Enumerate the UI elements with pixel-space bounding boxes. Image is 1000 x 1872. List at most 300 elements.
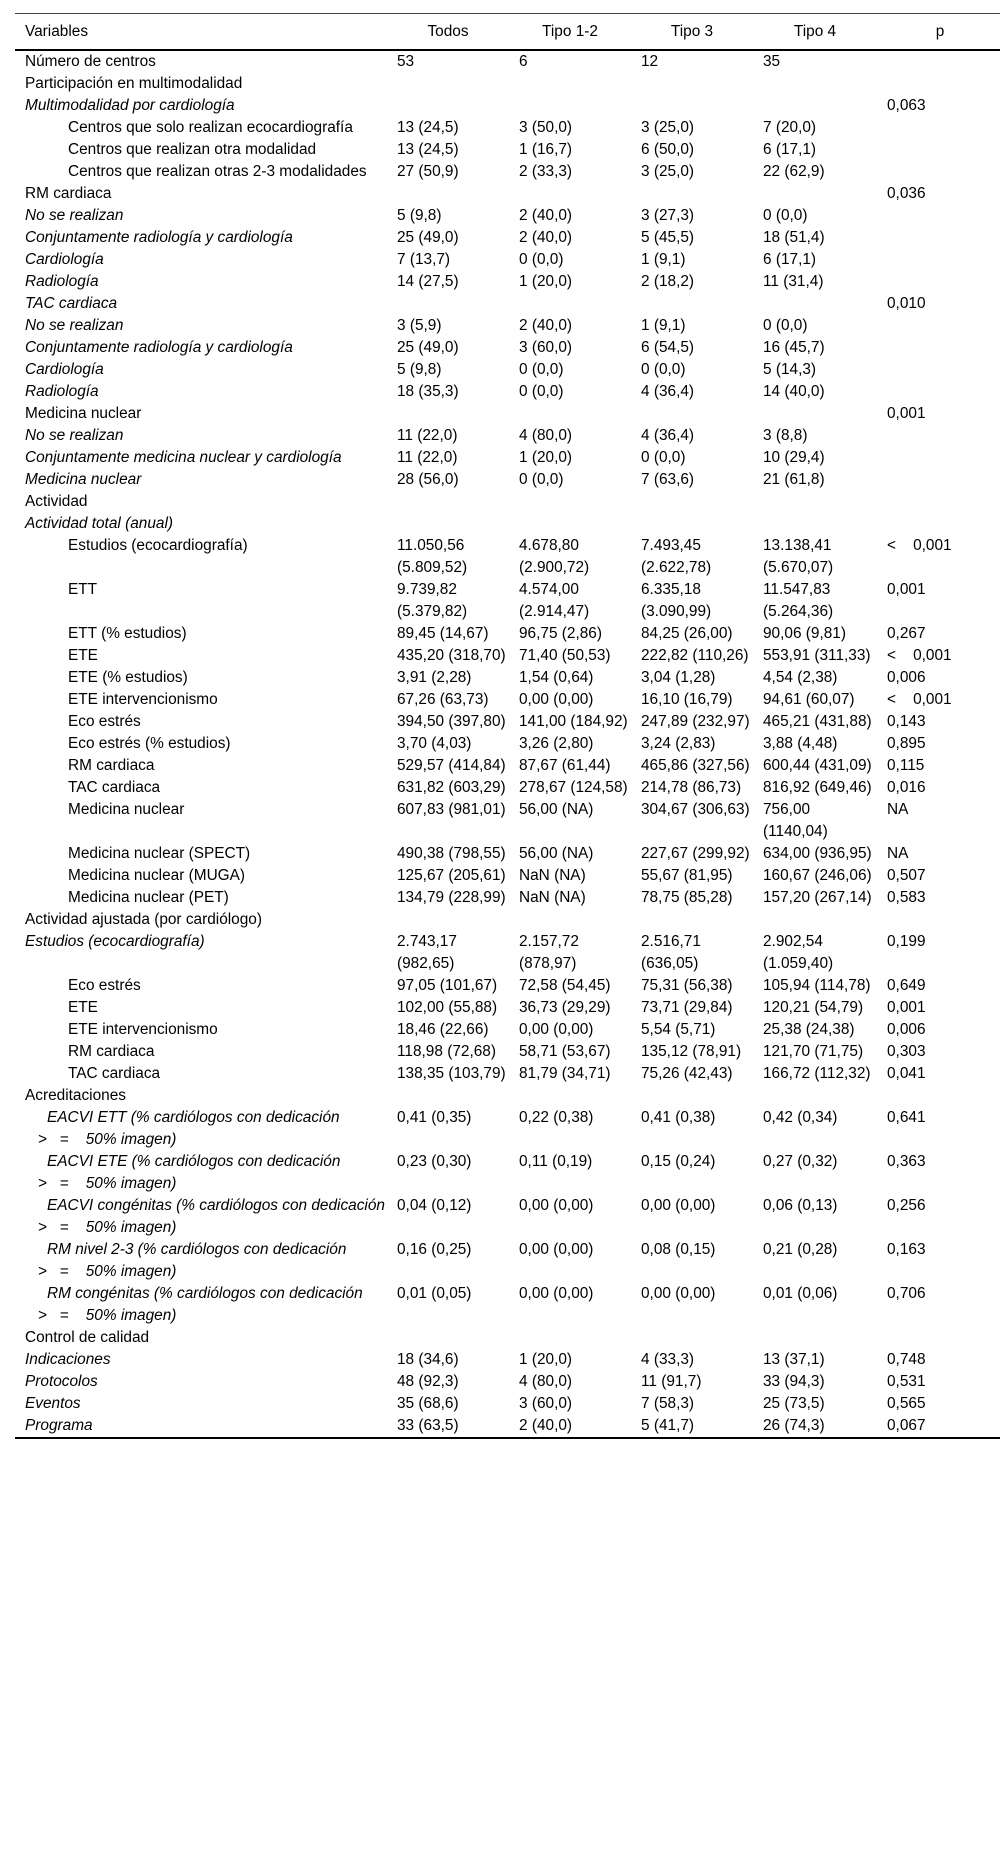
cell-tipo-1-2: 36,73 (29,29)	[519, 999, 611, 1016]
cell-tipo-3: 3 (25,0)	[641, 163, 695, 180]
row-label: TAC cardiaca	[68, 779, 161, 796]
cell-tipo-4: 0,06 (0,13)	[763, 1197, 838, 1214]
cell-tipo-1-2: 3 (60,0)	[519, 339, 573, 356]
row-label: No se realizan	[25, 427, 124, 444]
cell-p	[877, 50, 1000, 73]
cell-tipo-4: 21 (61,8)	[763, 471, 825, 488]
row-label: TAC cardiaca	[68, 1065, 161, 1082]
cell-tipo-4: 22 (62,9)	[763, 163, 825, 180]
cell-tipo-4: 166,72 (112,32)	[763, 1065, 871, 1082]
table-row	[15, 535, 1000, 579]
row-label: ETT (% estudios)	[68, 625, 187, 642]
table-row	[15, 447, 1000, 469]
cell-todos: 5 (9,8)	[397, 207, 442, 224]
table-row	[15, 1327, 1000, 1349]
cell-todos: 14 (27,5)	[397, 273, 459, 290]
cell-p: 0,565	[887, 1395, 926, 1412]
cell-p	[877, 359, 1000, 381]
row-label: Conjuntamente radiología y cardiología	[25, 339, 293, 356]
cell-p: 0,748	[887, 1351, 926, 1368]
cell-tipo-3	[631, 73, 753, 95]
table-row	[15, 50, 1000, 73]
cell-tipo-1-2: 6	[519, 53, 528, 70]
table-row	[15, 887, 1000, 909]
cell-tipo-3: 227,67 (299,92)	[641, 845, 750, 862]
cell-todos: 3,91 (2,28)	[397, 669, 472, 686]
cell-tipo-3: 0,00 (0,00)	[641, 1197, 716, 1214]
cell-tipo-1-2: 0 (0,0)	[519, 383, 564, 400]
cell-tipo-1-2	[509, 95, 631, 117]
cell-tipo-3: 2 (18,2)	[641, 273, 695, 290]
cell-tipo-3	[631, 95, 753, 117]
cell-tipo-1-2: 0,22 (0,38)	[519, 1109, 594, 1126]
cell-tipo-1-2: 1 (20,0)	[519, 1351, 573, 1368]
cell-todos: 0,23 (0,30)	[397, 1153, 472, 1170]
row-label: ETE (% estudios)	[68, 669, 188, 686]
cell-tipo-4	[753, 73, 877, 95]
table-row	[15, 95, 1000, 117]
row-label: EACVI ETE (% cardiólogos con dedicación > = 50% imagen)	[25, 1153, 341, 1192]
cell-p: NA	[887, 845, 909, 862]
cell-todos	[387, 1327, 509, 1349]
row-label: Participación en multimodalidad	[25, 75, 243, 92]
table-row	[15, 909, 1000, 931]
header-variables: Variables	[15, 14, 387, 51]
cell-tipo-3	[631, 909, 753, 931]
cell-tipo-3: 465,86 (327,56)	[641, 757, 750, 774]
row-label: Multimodalidad por cardiología	[25, 97, 235, 114]
cell-p	[877, 249, 1000, 271]
cell-todos: 0,41 (0,35)	[397, 1109, 472, 1126]
cell-tipo-1-2: 0,00 (0,00)	[519, 691, 594, 708]
cell-tipo-1-2: 3,26 (2,80)	[519, 735, 594, 752]
row-label: ETE intervencionismo	[68, 691, 218, 708]
cell-todos: 3,70 (4,03)	[397, 735, 472, 752]
cell-tipo-1-2	[509, 1085, 631, 1107]
cell-p: 0,363	[887, 1153, 926, 1170]
table-row	[15, 1041, 1000, 1063]
cell-tipo-3: 0 (0,0)	[641, 449, 686, 466]
cell-todos	[387, 491, 509, 513]
row-label: Centros que realizan otra modalidad	[68, 141, 317, 158]
table-row	[15, 381, 1000, 403]
cell-todos: 18 (34,6)	[397, 1351, 459, 1368]
cell-tipo-4: 94,61 (60,07)	[763, 691, 855, 708]
cell-todos: 529,57 (414,84)	[397, 757, 506, 774]
row-label: RM cardiaca	[25, 185, 112, 202]
cell-p: 0,036	[887, 185, 926, 202]
cell-tipo-4: 13 (37,1)	[763, 1351, 825, 1368]
cell-todos: 25 (49,0)	[397, 339, 459, 356]
cell-p: 0,010	[887, 295, 926, 312]
cell-tipo-1-2: 56,00 (NA)	[519, 801, 594, 818]
cell-tipo-1-2: 2 (40,0)	[519, 229, 573, 246]
header-tipo-3: Tipo 3	[631, 14, 753, 51]
table-row	[15, 975, 1000, 997]
table-row	[15, 645, 1000, 667]
table-row	[15, 513, 1000, 535]
cell-tipo-4: 3 (8,8)	[763, 427, 808, 444]
cell-todos: 0,01 (0,05)	[397, 1285, 472, 1302]
cell-todos: 28 (56,0)	[397, 471, 459, 488]
cell-todos: 67,26 (63,73)	[397, 691, 489, 708]
cell-tipo-1-2: 0,11 (0,19)	[519, 1153, 593, 1170]
cell-tipo-3: 222,82 (110,26)	[641, 647, 749, 664]
cell-tipo-3: 1 (9,1)	[641, 317, 686, 334]
cell-p: 0,006	[887, 1021, 926, 1038]
cell-todos: 27 (50,9)	[397, 163, 459, 180]
header-tipo-1-2: Tipo 1-2	[509, 14, 631, 51]
cell-tipo-1-2: 2 (40,0)	[509, 1415, 631, 1438]
cell-p	[877, 271, 1000, 293]
table-row	[15, 623, 1000, 645]
table-row	[15, 315, 1000, 337]
row-label: ETT	[68, 581, 98, 598]
cell-todos: 435,20 (318,70)	[397, 647, 506, 664]
cell-p: 0,256	[887, 1197, 926, 1214]
cell-tipo-3: 214,78 (86,73)	[641, 779, 742, 796]
cell-tipo-1-2: 4.574,00 (2.914,47)	[519, 581, 590, 620]
cell-p: < 0,001	[887, 647, 952, 664]
cell-tipo-1-2: 0,00 (0,00)	[519, 1241, 594, 1258]
cell-tipo-3: 7 (63,6)	[641, 471, 695, 488]
table-row	[15, 249, 1000, 271]
table-row	[15, 1085, 1000, 1107]
cell-p: 0,115	[887, 757, 925, 774]
table-row	[15, 931, 1000, 975]
cell-p: 0,649	[887, 977, 926, 994]
cell-tipo-3: 84,25 (26,00)	[641, 625, 733, 642]
cell-tipo-3: 0,41 (0,38)	[641, 1109, 716, 1126]
cell-tipo-1-2: 71,40 (50,53)	[519, 647, 611, 664]
row-label: Medicina nuclear (PET)	[68, 889, 229, 906]
cell-p: 0,143	[887, 713, 926, 730]
cell-p: 0,041	[887, 1065, 926, 1082]
row-label: Medicina nuclear	[68, 801, 185, 818]
cell-todos: 7 (13,7)	[397, 251, 451, 268]
row-label: RM congénitas (% cardiólogos con dedicación > = 50% imagen)	[25, 1285, 363, 1324]
cell-tipo-1-2	[509, 403, 631, 425]
cell-tipo-3: 135,12 (78,91)	[641, 1043, 742, 1060]
cell-tipo-4: 18 (51,4)	[763, 229, 825, 246]
cell-tipo-1-2: 0 (0,0)	[519, 251, 564, 268]
cell-todos: 0,16 (0,25)	[397, 1241, 472, 1258]
cell-tipo-1-2	[509, 491, 631, 513]
cell-todos: 25 (49,0)	[397, 229, 459, 246]
row-label: ETE	[68, 647, 98, 664]
cell-tipo-4	[753, 293, 877, 315]
cell-tipo-4: 2.902,54 (1.059,40)	[763, 933, 834, 972]
cell-tipo-1-2	[509, 293, 631, 315]
cell-todos: 97,05 (101,67)	[397, 977, 498, 994]
cell-todos: 9.739,82 (5.379,82)	[397, 581, 468, 620]
cell-tipo-3: 3,24 (2,83)	[641, 735, 716, 752]
cell-todos	[387, 403, 509, 425]
cell-p: 0,303	[887, 1043, 926, 1060]
cell-tipo-1-2: 4 (80,0)	[519, 1373, 573, 1390]
cell-tipo-3: 2.516,71 (636,05)	[641, 933, 701, 972]
cell-p: < 0,001	[887, 537, 952, 554]
cell-p: 0,163	[887, 1241, 926, 1258]
cell-tipo-4: 120,21 (54,79)	[763, 999, 864, 1016]
cell-tipo-3: 4 (33,3)	[641, 1351, 695, 1368]
cell-todos: 33 (63,5)	[387, 1415, 509, 1438]
table-row	[15, 777, 1000, 799]
cell-tipo-1-2: 0,00 (0,00)	[519, 1197, 594, 1214]
table-row	[15, 579, 1000, 623]
cell-todos	[387, 293, 509, 315]
row-label: Eco estrés (% estudios)	[68, 735, 231, 752]
cell-tipo-1-2: NaN (NA)	[519, 867, 586, 884]
cell-tipo-3: 4 (36,4)	[641, 427, 695, 444]
row-label: Programa	[15, 1415, 387, 1438]
cell-p: NA	[887, 801, 909, 818]
table-row	[15, 1019, 1000, 1041]
cell-todos: 5 (9,8)	[397, 361, 442, 378]
cell-todos: 18 (35,3)	[397, 383, 459, 400]
cell-tipo-4: 600,44 (431,09)	[763, 757, 872, 774]
row-label: Radiología	[25, 273, 99, 290]
cell-todos: 35 (68,6)	[397, 1395, 459, 1412]
cell-p: 0,895	[887, 735, 926, 752]
cell-todos: 89,45 (14,67)	[397, 625, 489, 642]
cell-tipo-1-2: 0,00 (0,00)	[519, 1021, 594, 1038]
cell-p: 0,199	[887, 933, 926, 950]
cell-tipo-3: 12	[641, 53, 659, 70]
row-label: Medicina nuclear	[25, 405, 142, 422]
cell-tipo-1-2: 1 (20,0)	[519, 273, 573, 290]
cell-p: 0,001	[887, 405, 926, 422]
row-label: ETE	[68, 999, 98, 1016]
cell-todos: 631,82 (603,29)	[397, 779, 506, 796]
row-label: Actividad	[25, 493, 88, 510]
data-table	[15, 13, 1000, 1439]
row-label: Estudios (ecocardiografía)	[68, 537, 248, 554]
row-label: ETE intervencionismo	[68, 1021, 218, 1038]
cell-tipo-4: 816,92 (649,46)	[763, 779, 872, 796]
cell-tipo-1-2: 2 (33,3)	[519, 163, 573, 180]
cell-tipo-4: 33 (94,3)	[763, 1373, 825, 1390]
cell-tipo-1-2: 2.157,72 (878,97)	[519, 933, 579, 972]
cell-tipo-3: 78,75 (85,28)	[641, 889, 733, 906]
cell-tipo-1-2: 278,67 (124,58)	[519, 779, 628, 796]
cell-tipo-1-2: 56,00 (NA)	[519, 845, 594, 862]
row-label: Centros que solo realizan ecocardiografía	[68, 119, 353, 136]
row-label: Actividad ajustada (por cardiólogo)	[25, 911, 262, 928]
cell-tipo-4: 0,01 (0,06)	[763, 1285, 838, 1302]
cell-tipo-3: 5 (45,5)	[641, 229, 695, 246]
cell-tipo-1-2: 1 (16,7)	[519, 141, 573, 158]
cell-tipo-4: 756,00 (1140,04)	[763, 801, 828, 840]
table-row	[15, 403, 1000, 425]
table-row	[15, 689, 1000, 711]
cell-tipo-3	[631, 1085, 753, 1107]
cell-tipo-4: 13.138,41 (5.670,07)	[763, 537, 834, 576]
cell-tipo-4: 634,00 (936,95)	[763, 845, 872, 862]
cell-tipo-4: 6 (17,1)	[763, 141, 817, 158]
cell-tipo-4: 14 (40,0)	[763, 383, 825, 400]
cell-tipo-4: 11.547,83 (5.264,36)	[763, 581, 834, 620]
cell-tipo-1-2: 141,00 (184,92)	[519, 713, 628, 730]
table-row	[15, 1393, 1000, 1415]
row-label: Cardiología	[25, 361, 104, 378]
cell-p: 0,641	[887, 1109, 926, 1126]
cell-tipo-4: 90,06 (9,81)	[763, 625, 846, 642]
cell-tipo-3: 4 (36,4)	[641, 383, 695, 400]
row-label: Medicina nuclear	[25, 471, 142, 488]
cell-todos: 138,35 (103,79)	[397, 1065, 506, 1082]
table-row	[15, 271, 1000, 293]
cell-tipo-3: 6 (50,0)	[641, 141, 695, 158]
cell-p: 0,006	[887, 669, 926, 686]
table-row	[15, 469, 1000, 491]
cell-tipo-1-2: 72,58 (54,45)	[519, 977, 611, 994]
row-label: Centros que realizan otras 2-3 modalidades	[68, 163, 367, 180]
cell-tipo-4: 0 (0,0)	[763, 207, 808, 224]
cell-tipo-3: 75,31 (56,38)	[641, 977, 733, 994]
cell-tipo-3: 247,89 (232,97)	[641, 713, 750, 730]
cell-p: 0,067	[877, 1415, 1000, 1438]
cell-tipo-4: 3,88 (4,48)	[763, 735, 838, 752]
cell-tipo-3: 7 (58,3)	[641, 1395, 695, 1412]
cell-tipo-3: 11 (91,7)	[641, 1373, 702, 1390]
cell-tipo-4: 0 (0,0)	[763, 317, 808, 334]
cell-tipo-4	[753, 95, 877, 117]
row-label: Conjuntamente medicina nuclear y cardiología	[25, 449, 342, 466]
cell-todos: 490,38 (798,55)	[397, 845, 506, 862]
table-row	[15, 425, 1000, 447]
cell-tipo-3: 6 (54,5)	[641, 339, 695, 356]
cell-tipo-3: 55,67 (81,95)	[641, 867, 733, 884]
row-label: No se realizan	[25, 207, 124, 224]
cell-tipo-1-2: 1 (20,0)	[519, 449, 573, 466]
row-label: No se realizan	[25, 317, 124, 334]
cell-todos: 53	[397, 53, 415, 70]
table-row	[15, 1063, 1000, 1085]
table-row	[15, 491, 1000, 513]
cell-tipo-3	[631, 513, 753, 535]
row-label: Estudios (ecocardiografía)	[25, 933, 205, 950]
row-label: Medicina nuclear (SPECT)	[68, 845, 251, 862]
cell-p: 0,583	[887, 889, 926, 906]
cell-tipo-4: 4,54 (2,38)	[763, 669, 838, 686]
cell-tipo-4	[753, 183, 877, 205]
cell-tipo-1-2	[509, 909, 631, 931]
table-row	[15, 865, 1000, 887]
row-label: Acreditaciones	[25, 1087, 126, 1104]
row-label: RM cardiaca	[68, 1043, 155, 1060]
cell-todos: 134,79 (228,99)	[397, 889, 506, 906]
cell-p	[877, 161, 1000, 183]
cell-p	[877, 1327, 1000, 1349]
cell-tipo-3: 75,26 (42,43)	[641, 1065, 733, 1082]
cell-p	[877, 205, 1000, 227]
table-row	[15, 733, 1000, 755]
cell-p: 0,267	[887, 625, 926, 642]
cell-tipo-4: 7 (20,0)	[763, 119, 817, 136]
table-row	[15, 205, 1000, 227]
row-label: Cardiología	[25, 251, 104, 268]
cell-p: 0,001	[887, 581, 926, 598]
table-row	[15, 359, 1000, 381]
cell-p	[877, 909, 1000, 931]
cell-tipo-4: 16 (45,7)	[763, 339, 825, 356]
table-row	[15, 117, 1000, 139]
cell-tipo-3	[631, 293, 753, 315]
cell-tipo-3: 5 (41,7)	[631, 1415, 753, 1438]
header-tipo-4: Tipo 4	[753, 14, 877, 51]
row-label: Medicina nuclear (MUGA)	[68, 867, 246, 884]
header-p: p	[877, 14, 1000, 51]
header-row	[15, 14, 1000, 51]
row-label: EACVI congénitas (% cardiólogos con dedicación > = 50% imagen)	[25, 1197, 385, 1236]
cell-tipo-4	[753, 1085, 877, 1107]
cell-tipo-4: 10 (29,4)	[763, 449, 825, 466]
cell-tipo-1-2: 58,71 (53,67)	[519, 1043, 611, 1060]
cell-todos: 18,46 (22,66)	[397, 1021, 489, 1038]
cell-p	[877, 381, 1000, 403]
cell-tipo-1-2: NaN (NA)	[519, 889, 586, 906]
cell-p	[877, 117, 1000, 139]
table-row	[15, 139, 1000, 161]
cell-tipo-1-2: 3 (60,0)	[519, 1395, 573, 1412]
cell-p	[877, 139, 1000, 161]
cell-tipo-4	[753, 403, 877, 425]
cell-todos	[387, 73, 509, 95]
cell-tipo-4: 35	[763, 53, 781, 70]
cell-p	[877, 425, 1000, 447]
cell-p	[877, 227, 1000, 249]
table-row	[15, 1239, 1000, 1283]
cell-tipo-3: 0 (0,0)	[641, 361, 686, 378]
row-label: Protocolos	[25, 1373, 98, 1390]
cell-tipo-4: 26 (74,3)	[753, 1415, 877, 1438]
cell-todos	[387, 513, 509, 535]
cell-todos: 13 (24,5)	[397, 119, 459, 136]
cell-todos: 607,83 (981,01)	[397, 801, 506, 818]
cell-tipo-4: 11 (31,4)	[763, 273, 824, 290]
cell-tipo-4: 157,20 (267,14)	[763, 889, 872, 906]
table-row	[15, 337, 1000, 359]
cell-p: 0,706	[887, 1285, 926, 1302]
table-row	[15, 843, 1000, 865]
table-row	[15, 755, 1000, 777]
cell-todos: 0,04 (0,12)	[397, 1197, 472, 1214]
table-row	[15, 799, 1000, 843]
cell-tipo-4: 25,38 (24,38)	[763, 1021, 855, 1038]
table-row	[15, 711, 1000, 733]
cell-tipo-1-2	[509, 1327, 631, 1349]
cell-tipo-3	[631, 1327, 753, 1349]
cell-tipo-3: 3,04 (1,28)	[641, 669, 716, 686]
table-row	[15, 161, 1000, 183]
table-row	[15, 1349, 1000, 1371]
cell-todos: 48 (92,3)	[397, 1373, 459, 1390]
cell-p	[877, 315, 1000, 337]
cell-tipo-1-2: 0 (0,0)	[519, 471, 564, 488]
table-row	[15, 1283, 1000, 1327]
cell-todos: 11.050,56 (5.809,52)	[397, 537, 468, 576]
cell-tipo-3	[631, 403, 753, 425]
table-row	[15, 183, 1000, 205]
cell-todos: 125,67 (205,61)	[397, 867, 506, 884]
cell-p: 0,001	[887, 999, 926, 1016]
cell-tipo-3: 0,08 (0,15)	[641, 1241, 716, 1258]
cell-todos: 11 (22,0)	[397, 449, 458, 466]
row-label: Indicaciones	[25, 1351, 111, 1368]
cell-tipo-4: 160,67 (246,06)	[763, 867, 872, 884]
cell-todos: 394,50 (397,80)	[397, 713, 506, 730]
